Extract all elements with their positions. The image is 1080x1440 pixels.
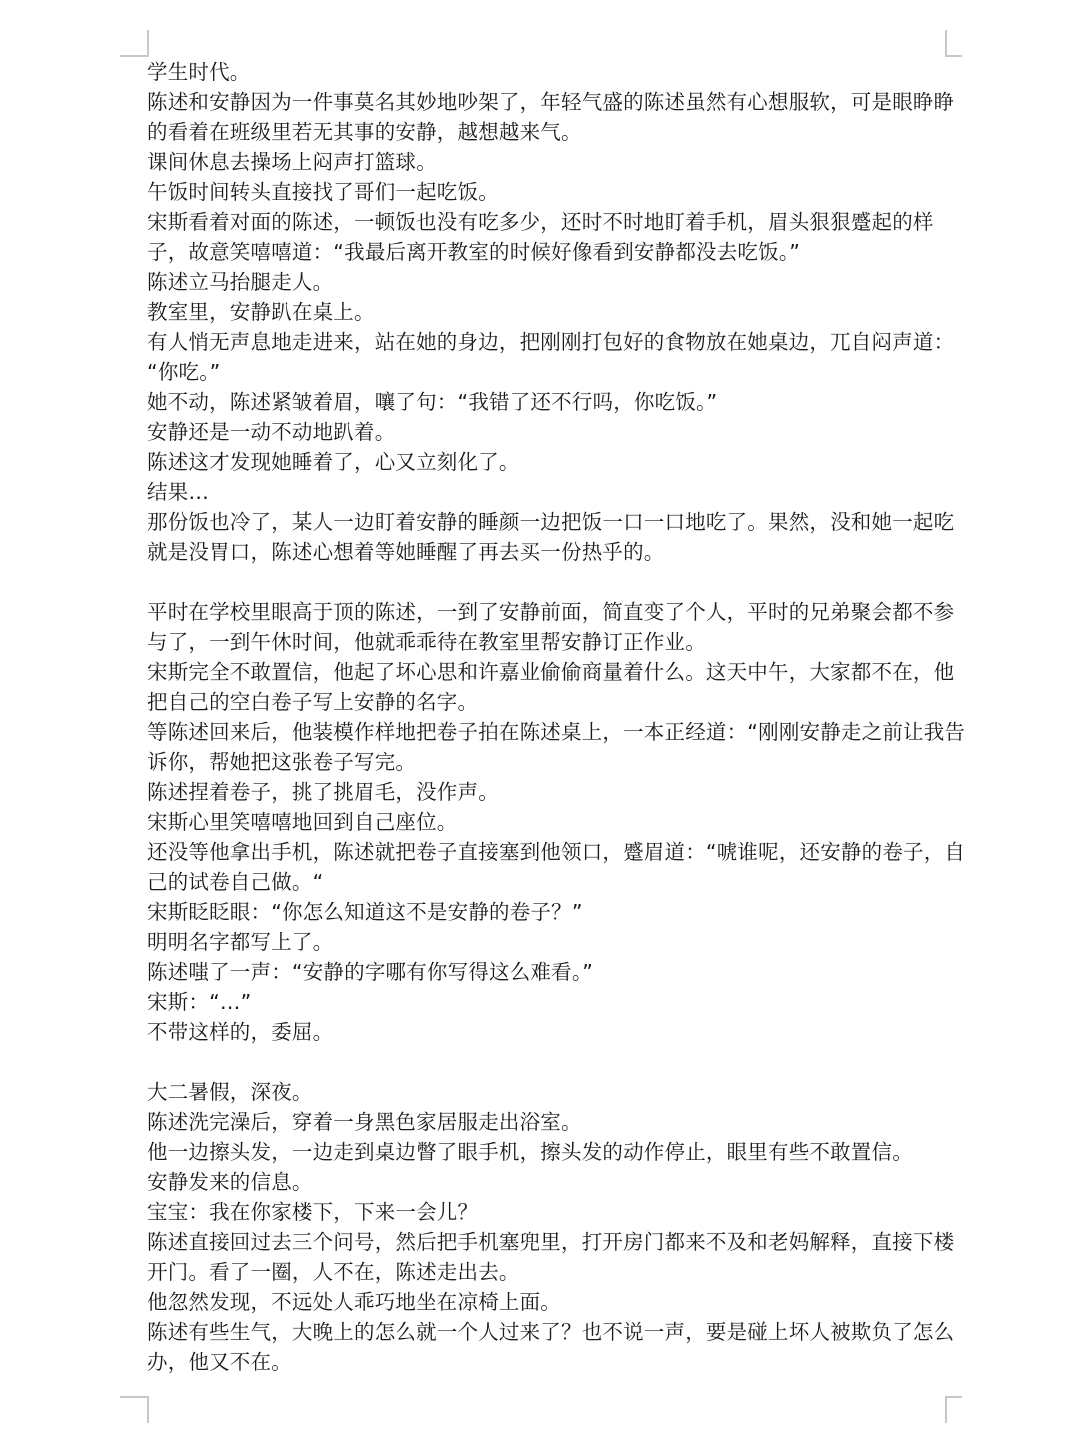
text-line: 那份饭也冷了，某人一边盯着安静的睡颜一边把饭一口一口地吃了。果然，没和她一起吃 <box>147 510 955 534</box>
text-line: 她不动，陈述紧皱着眉，嚷了句：“我错了还不行吗，你吃饭。” <box>147 390 718 414</box>
text-line: 明明名字都写上了。 <box>147 930 334 954</box>
text-line: 子，故意笑嘻嘻道：“我最后离开教室的时候好像看到安静都没去吃饭。” <box>147 240 801 264</box>
text-line: 宋斯心里笑嘻嘻地回到自己座位。 <box>147 810 458 834</box>
text-line: 陈述这才发现她睡着了，心又立刻化了。 <box>147 450 520 474</box>
text-line: 等陈述回来后，他装模作样地把卷子拍在陈述桌上，一本正经道：“刚刚安静走之前让我告 <box>147 720 966 744</box>
text-line: 有人悄无声息地走进来，站在她的身边，把刚刚打包好的食物放在她桌边，兀自闷声道： <box>147 330 955 354</box>
text-line: 大二暑假，深夜。 <box>147 1080 313 1104</box>
text-line: 宋斯看着对面的陈述，一顿饭也没有吃多少，还时不时地盯着手机，眉头狠狠蹙起的样 <box>147 210 934 234</box>
text-line: 结果… <box>147 480 210 504</box>
text-line: “你吃。” <box>147 360 221 384</box>
text-line: 学生时代。 <box>147 60 251 84</box>
text-line: 课间休息去操场上闷声打篮球。 <box>147 150 437 174</box>
text-line: 他忽然发现，不远处人乖巧地坐在凉椅上面。 <box>147 1290 561 1314</box>
blank-line <box>147 1047 947 1077</box>
text-line: 开门。看了一圈，人不在，陈述走出去。 <box>147 1260 520 1284</box>
text-line: 与了，一到午休时间，他就乖乖待在教室里帮安静订正作业。 <box>147 630 706 654</box>
margin-corner-top-right <box>945 30 962 57</box>
text-line: 陈述和安静因为一件事莫名其妙地吵架了，年轻气盛的陈述虽然有心想服软，可是眼睁睁 <box>147 90 955 114</box>
text-line: 办，他又不在。 <box>147 1350 292 1374</box>
text-line: 陈述嗤了一声：“安静的字哪有你写得这么难看。” <box>147 960 594 984</box>
text-line: 还没等他拿出手机，陈述就把卷子直接塞到他领口，蹙眉道：“唬谁呢，还安静的卷子，自 <box>147 840 966 864</box>
text-line: 安静还是一动不动地趴着。 <box>147 420 396 444</box>
margin-corner-bottom-right <box>945 1396 962 1423</box>
text-line: 午饭时间转头直接找了哥们一起吃饭。 <box>147 180 499 204</box>
text-line: 己的试卷自己做。“ <box>147 870 324 894</box>
text-line: 平时在学校里眼高于顶的陈述，一到了安静前面，简直变了个人，平时的兄弟聚会都不参 <box>147 600 955 624</box>
text-line: 陈述捏着卷子，挑了挑眉毛，没作声。 <box>147 780 499 804</box>
text-line: 不带这样的，委屈。 <box>147 1020 334 1044</box>
margin-corner-top-left <box>120 30 149 57</box>
text-line: 陈述立马抬腿走人。 <box>147 270 334 294</box>
text-line: 他一边擦头发，一边走到桌边瞥了眼手机，擦头发的动作停止，眼里有些不敢置信。 <box>147 1140 913 1164</box>
text-line: 宋斯：“…” <box>147 990 252 1014</box>
margin-corner-bottom-left <box>120 1396 149 1423</box>
text-line: 教室里，安静趴在桌上。 <box>147 300 375 324</box>
text-line: 陈述洗完澡后，穿着一身黑色家居服走出浴室。 <box>147 1110 582 1134</box>
text-line: 的看着在班级里若无其事的安静，越想越来气。 <box>147 120 582 144</box>
text-line: 宝宝：我在你家楼下，下来一会儿？ <box>147 1200 479 1224</box>
text-line: 安静发来的信息。 <box>147 1170 313 1194</box>
blank-line <box>147 567 947 597</box>
text-line: 就是没胃口，陈述心想着等她睡醒了再去买一份热乎的。 <box>147 540 665 564</box>
text-line: 把自己的空白卷子写上安静的名字。 <box>147 690 479 714</box>
text-line: 陈述有些生气，大晚上的怎么就一个人过来了？也不说一声，要是碰上坏人被欺负了怎么 <box>147 1320 955 1344</box>
text-line: 宋斯完全不敢置信，他起了坏心思和许嘉业偷偷商量着什么。这天中午，大家都不在，他 <box>147 660 955 684</box>
text-line: 诉你，帮她把这张卷子写完。 <box>147 750 417 774</box>
text-line: 陈述直接回过去三个问号，然后把手机塞兜里，打开房门都来不及和老妈解释，直接下楼 <box>147 1230 955 1254</box>
document-body <box>147 57 966 1377</box>
text-line: 宋斯眨眨眼：“你怎么知道这不是安静的卷子？” <box>147 900 583 924</box>
